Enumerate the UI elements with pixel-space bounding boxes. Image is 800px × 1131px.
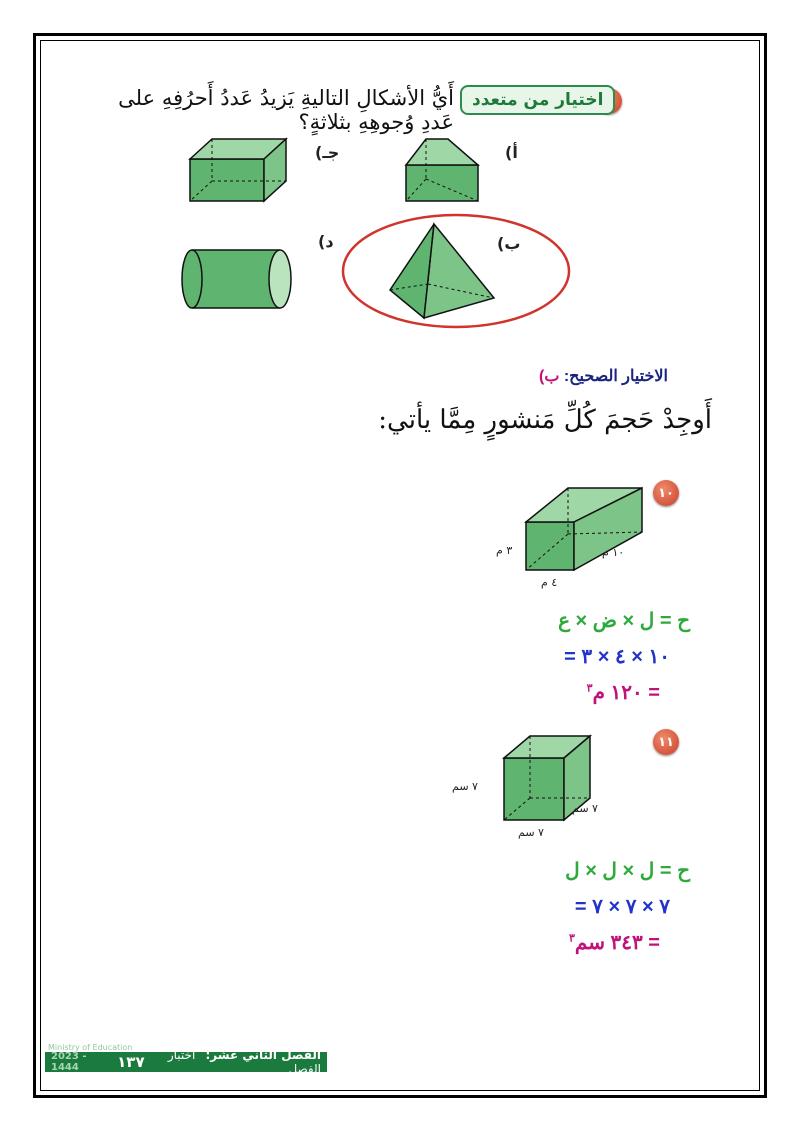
footer-chapter: [145, 1048, 321, 1076]
footer-chapter-title: الفصل الثاني عشر:: [205, 1048, 321, 1062]
correct-answer-circle: [340, 212, 572, 330]
answer-label: الاختيار الصحيح:: [563, 368, 668, 385]
triangular-prism-icon: [398, 135, 488, 205]
dim-length-10: ١٠ م: [602, 546, 625, 559]
question-text: أَيُّ الأشكالِ التاليةِ يَزيدُ عَددُ أَحرُفِهِ على عَددِ وُجوهِهِ بثلاثةٍ؟: [118, 86, 454, 134]
dim-right-11: ٧ سم: [572, 802, 598, 815]
cylinder-icon: [180, 246, 296, 312]
multiple-choice-badge: اختيار من متعدد: [460, 85, 615, 115]
option-d-label: د): [318, 232, 334, 251]
problem-10-result: [500, 680, 660, 705]
footer-test-title: اختبار الفصل: [167, 1048, 321, 1076]
footer-bar: [45, 1048, 327, 1076]
option-c-label: جـ): [315, 143, 340, 162]
option-a-label: أ): [505, 143, 518, 162]
problem-11-result: [500, 930, 660, 955]
dim-width-10: ٣ م: [496, 544, 513, 557]
dim-bottom-11: ٧ سم: [518, 826, 544, 839]
problem-11-number: ١١: [658, 734, 674, 750]
problem-10-number-badge: [653, 480, 679, 506]
problem-10-formula: ح = ل × ض × ع: [558, 610, 690, 632]
problem-10-substitution: = ١٠ × ٤ × ٣: [564, 646, 670, 668]
rectangular-prism-figure-10: [522, 484, 646, 574]
dim-bottom-10: ٤ م: [541, 576, 558, 589]
answer-value: ب): [538, 368, 560, 385]
problem-11-number-badge: [653, 729, 679, 755]
correct-answer-line: [420, 366, 668, 386]
ministry-watermark: Ministry of Education: [48, 1043, 133, 1052]
section-heading: أَوجِدْ حَجمَ كُلِّ مَنشورٍ مِمَّا يأتي:: [378, 405, 712, 435]
page-number: ١٣٧: [117, 1053, 145, 1071]
footer-year: 2023 - 1444: [51, 1051, 87, 1073]
problem-10-number: ١٠: [658, 485, 674, 501]
problem-10-result-value: = ١٢٠ م: [592, 682, 660, 704]
dim-left-11: ٧ سم: [452, 780, 478, 793]
option-b-label: ب): [497, 234, 521, 253]
problem-11-formula: ح = ل × ل × ل: [565, 860, 690, 882]
problem-10-result-exponent: ٣: [586, 682, 593, 695]
problem-11-result-value: = ٣٤٣ سم: [574, 932, 660, 954]
problem-11-substitution: = ٧ × ٧ × ٧: [574, 896, 670, 918]
rectangular-prism-icon: [186, 135, 296, 205]
problem-11-result-exponent: ٣: [568, 932, 575, 945]
